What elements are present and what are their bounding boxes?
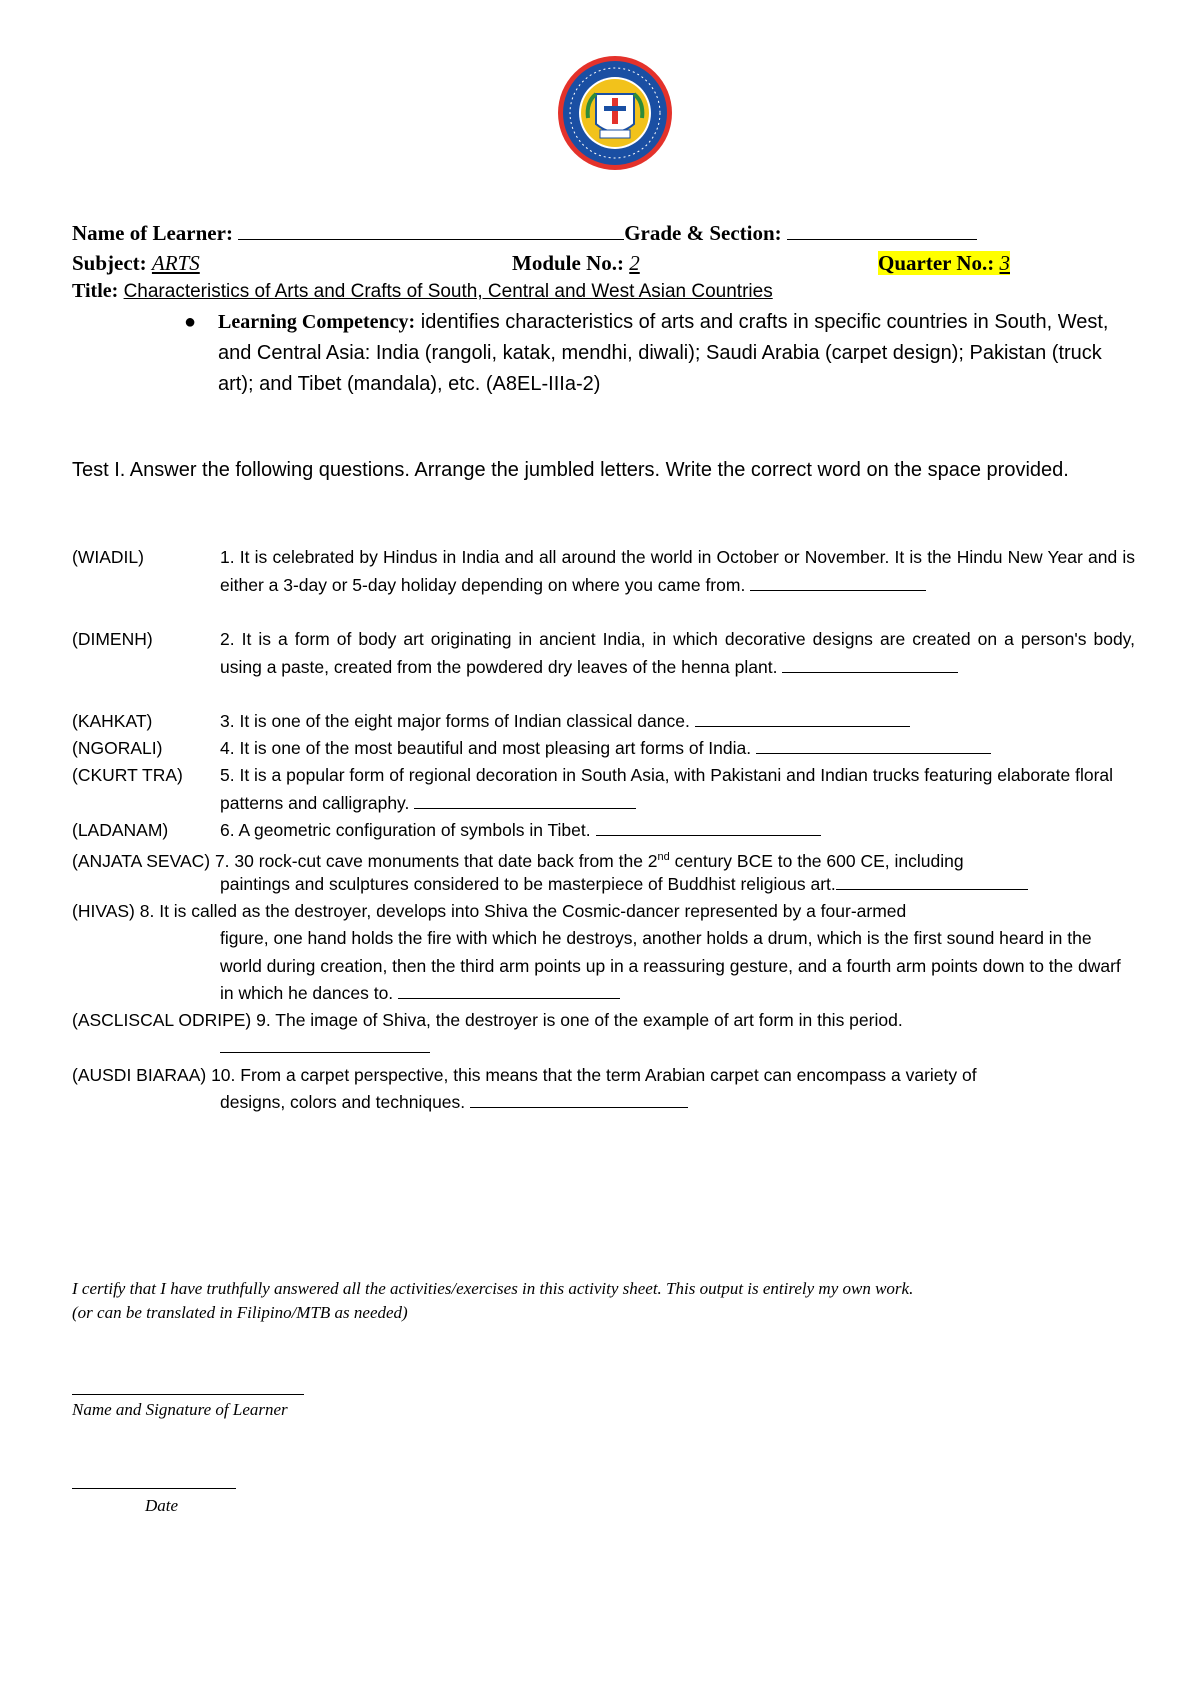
module-field — [512, 251, 640, 276]
module-label: Module No.: — [512, 251, 624, 275]
jumbled-word: (KAHKAT) — [72, 711, 153, 731]
answer-blank-7[interactable] — [836, 871, 1028, 890]
jumbled-word: (CKURT TRA) — [72, 765, 183, 785]
module-value: 2 — [629, 251, 640, 275]
name-label: Name of Learner: — [72, 221, 233, 245]
learner-row — [72, 221, 977, 246]
answer-blank-9[interactable] — [220, 1034, 430, 1053]
jumbled-word: (WIADIL) — [72, 547, 144, 567]
jumbled-word: (ANJATA SEVAC) — [72, 850, 211, 871]
question-3: 3. It is one of the eight major forms of Indian classical dance. — [220, 708, 1135, 736]
answer-blank-6[interactable] — [596, 817, 821, 836]
subject-value: ARTS — [151, 251, 200, 275]
test-instruction: Test I. Answer the following questions. Arrange the jumbled letters. Write the correct word on the space provided. — [72, 459, 1069, 481]
question-1: 1. It is celebrated by Hindus in India and all around the world in October or November. It is the Hindu New Year and is either a 3-day or 5-day holiday depending on where you came from. — [220, 547, 1135, 595]
competency-label: Learning Competency: — [218, 311, 416, 333]
question-8-cont: figure, one hand holds the fire with which he destroys, another holds a drum, which is the first sound heard in the world during creation, then the third arm points up in a reassuring gesture, and a fourth arm points down to the dwarf in which he dances to. — [220, 928, 1121, 1003]
question-7-cont: paintings and sculptures considered to be masterpiece of Buddhist religious art. — [220, 871, 1135, 899]
quarter-field — [878, 251, 1010, 276]
signature-line[interactable] — [72, 1394, 304, 1395]
answer-blank-2[interactable] — [782, 654, 958, 673]
answer-blank-4[interactable] — [756, 735, 991, 754]
question-7-row: (ANJATA SEVAC) 7. 30 rock-cut cave monuments that date back from the 2nd century BCE to the 600 CE, including — [72, 850, 964, 871]
answer-blank-5[interactable] — [414, 790, 636, 809]
answer-blank-10[interactable] — [470, 1089, 688, 1108]
jumbled-word: (HIVAS) — [72, 901, 135, 921]
answer-blank-1[interactable] — [750, 572, 926, 591]
question-10-row: (AUSDI BIARAA) 10. From a carpet perspective, this means that the term Arabian carpet can encompass a variety of — [72, 1065, 977, 1085]
learning-competency — [184, 307, 1138, 400]
answer-blank-3[interactable] — [695, 708, 910, 727]
question-9-row: (ASCLISCAL ODRIPE) 9. The image of Shiva, the destroyer is one of the example of art form in this period. — [72, 1010, 903, 1030]
bullet-icon: ● — [184, 311, 197, 333]
quarter-label: Quarter No.: — [878, 251, 995, 275]
subject-field — [72, 251, 200, 276]
competency-text: identifies characteristics of arts and crafts in specific countries in South, West, and Central Asia: India (rangoli, katak, mendhi, diwali); Saudi Arabia (carpet design); Pakistan (truck art); and Tibet (mandala), etc. (A8EL-IIIa-2) — [218, 311, 1109, 395]
question-4: 4. It is one of the most beautiful and most pleasing art forms of India. — [220, 735, 1135, 763]
question-5: 5. It is a popular form of regional decoration in South Asia, with Pakistani and Indian trucks featuring elaborate floral patterns and calligraphy. — [220, 765, 1114, 813]
grade-label: Grade & Section: — [624, 221, 782, 245]
grade-blank[interactable] — [787, 221, 977, 240]
jumbled-word: (AUSDI BIARAA) — [72, 1065, 207, 1085]
title-field — [72, 280, 773, 303]
answer-blank-8[interactable] — [398, 980, 620, 999]
jumbled-word: (NGORALI) — [72, 738, 163, 758]
subject-label: Subject: — [72, 251, 147, 275]
school-seal-icon — [556, 54, 674, 172]
question-10-cont: designs, colors and techniques. — [220, 1089, 1135, 1117]
jumbled-word: (LADANAM) — [72, 820, 169, 840]
certification-line-1: I certify that I have truthfully answered all the activities/exercises in this activity sheet. This output is entirely my own work. — [72, 1279, 914, 1298]
question-6: 6. A geometric configuration of symbols in Tibet. — [220, 817, 1135, 845]
question-2: 2. It is a form of body art originating in ancient India, in which decorative designs are created on a person's body, using a paste, created from the powdered dry leaves of the henna plant. — [220, 629, 1135, 677]
quarter-value: 3 — [999, 251, 1010, 275]
question-8-row: (HIVAS) 8. It is called as the destroyer, develops into Shiva the Cosmic-dancer represented by a four-armed — [72, 901, 907, 921]
jumbled-word: (DIMENH) — [72, 629, 153, 649]
question-9-cont — [220, 1034, 1135, 1062]
certification-line-2: (or can be translated in Filipino/MTB as needed) — [72, 1303, 408, 1322]
date-label: Date — [145, 1496, 179, 1515]
signature-label: Name and Signature of Learner — [72, 1400, 288, 1419]
title-label: Title: — [72, 280, 119, 302]
certification — [72, 1277, 1162, 1325]
jumbled-word: (ASCLISCAL ODRIPE) — [72, 1010, 252, 1030]
name-blank[interactable] — [238, 221, 624, 240]
date-line[interactable] — [72, 1488, 236, 1489]
title-value: Characteristics of Arts and Crafts of South, Central and West Asian Countries — [123, 281, 773, 302]
